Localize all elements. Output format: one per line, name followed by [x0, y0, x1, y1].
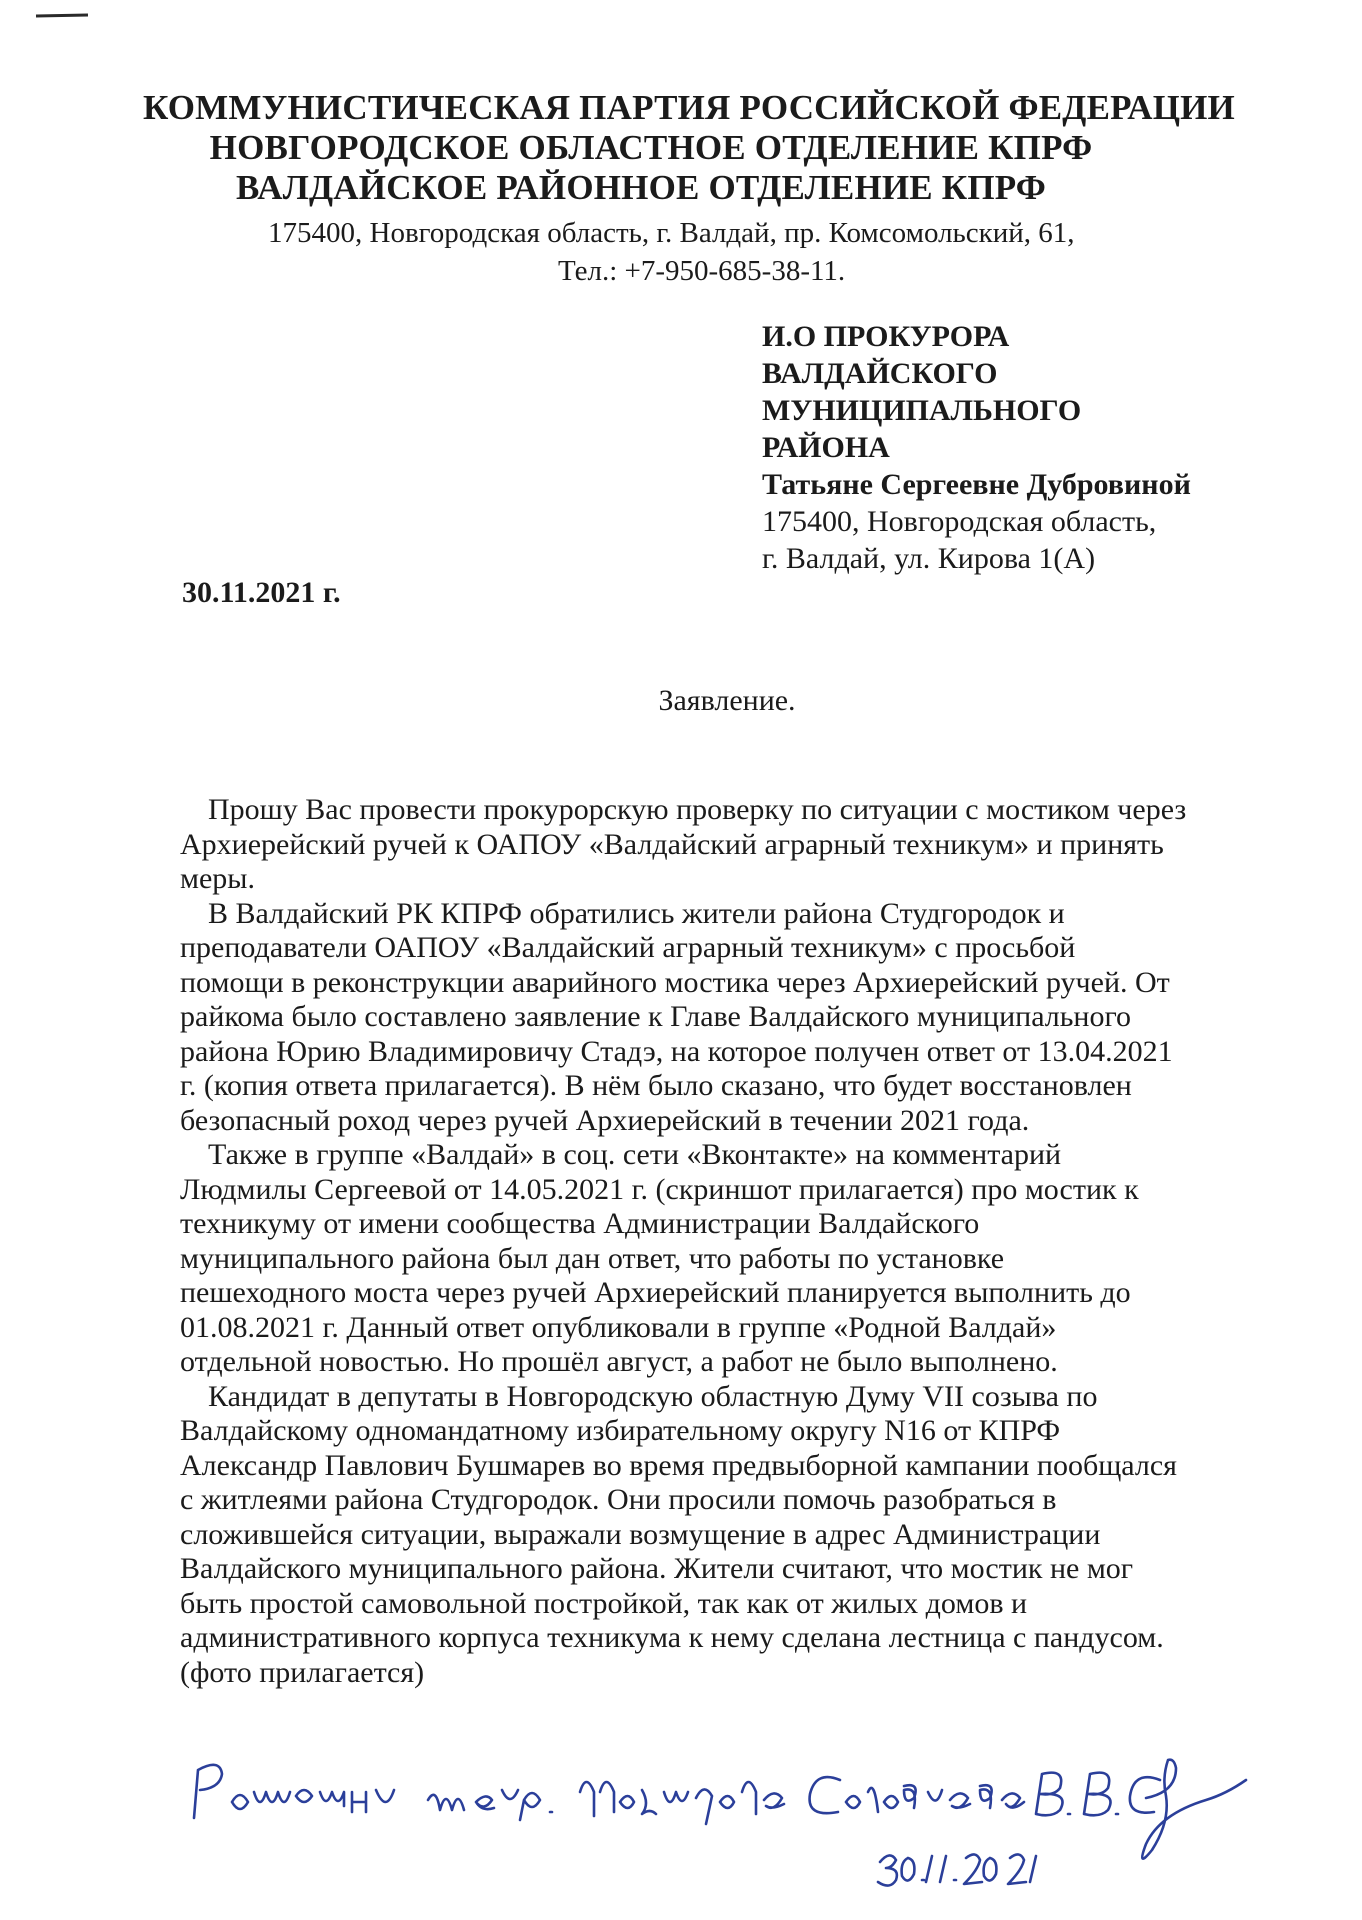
body-line: безопасный роход через ручей Архиерейский в течении 2021 года.: [180, 1103, 1030, 1137]
body-line: Кандидат в депутаты в Новгородскую областную Думу VII созыва по: [208, 1379, 1098, 1413]
body-line: (фото прилагается): [180, 1655, 425, 1689]
body-paragraph: [180, 1380, 1245, 1691]
handwritten-receipt-note: [180, 1740, 1260, 1910]
body-line: Также в группе «Валдай» в соц. сети «Вконтакте» на комментарий: [208, 1138, 1062, 1171]
body-line: Валдайскому одномандатному избирательному округу N16 от КПРФ: [180, 1414, 1061, 1447]
letterhead: [0, 88, 1362, 208]
body-line: помощи в реконструкции аварийного мостика через Архиерейский ручей. От: [180, 965, 1170, 999]
body-line: 01.08.2021 г. Данный ответ опубликовали в группе «Родной Валдай»: [180, 1310, 1057, 1344]
recipient-title-line: РАЙОНА: [762, 431, 890, 464]
body-line: района Юрию Владимировичу Стадэ, на которое получен ответ от 13.04.2021: [180, 1034, 1173, 1068]
body-line: Прошу Вас провести прокурорскую проверку по ситуации с мостиком через: [208, 793, 1187, 826]
handwriting-signature-image: [180, 1740, 1260, 1910]
body-paragraph: [180, 897, 1245, 1139]
body-line: Людмилы Сергеевой от 14.05.2021 г. (скриншот прилагается) про мостик к: [180, 1172, 1139, 1206]
body-line: пешеходного моста через ручей Архиерейский планируется выполнить до: [180, 1276, 1131, 1309]
org-phone: Тел.: +7-950-685-38-11.: [558, 255, 846, 287]
org-name-line-1: КОММУНИСТИЧЕСКАЯ ПАРТИЯ РОССИЙСКОЙ ФЕДЕРАЦИИ: [143, 88, 1235, 127]
recipient-address-line: г. Валдай, ул. Кирова 1(А): [762, 542, 1096, 575]
body-line: В Валдайский РК КПРФ обратились жители района Студгородок и: [208, 896, 1065, 930]
recipient-block: [762, 318, 1322, 577]
recipient-title-line: И.О ПРОКУРОРА: [762, 320, 1010, 353]
org-name-line-2: НОВГОРОДСКОЕ ОБЛАСТНОЕ ОТДЕЛЕНИЕ КПРФ: [209, 128, 1093, 167]
org-name-line-3: ВАЛДАЙСКОЕ РАЙОННОЕ ОТДЕЛЕНИЕ КПРФ: [235, 168, 1047, 207]
body-line: быть простой самовольной постройкой, так как от жилых домов и: [180, 1586, 1028, 1620]
document-body: [180, 793, 1245, 1690]
body-line: меры.: [180, 862, 255, 895]
body-line: Архиерейский ручей к ОАПОУ «Валдайский аграрный техникум» и принять: [180, 827, 1164, 861]
body-line: техникуму от имени сообщества Администрации Валдайского: [180, 1207, 980, 1240]
body-line: Александр Павлович Бушмарев во время предвыборной кампании пообщался: [180, 1448, 1177, 1482]
body-line: Валдайского муниципального района. Жители считают, что мостик не мог: [180, 1552, 1134, 1585]
recipient-title-line: ВАЛДАЙСКОГО: [762, 357, 998, 390]
body-line: г. (копия ответа прилагается). В нём было сказано, что будет восстановлен: [180, 1069, 1132, 1102]
org-address: 175400, Новгородская область, г. Валдай, пр. Комсомольский, 61,: [268, 217, 1075, 249]
body-line: административного корпуса техникума к нему сделана лестница с пандусом.: [180, 1621, 1164, 1654]
document-date: 30.11.2021 г.: [182, 576, 341, 609]
document-title: Заявление.: [658, 684, 796, 717]
scan-edge-mark: [36, 14, 88, 18]
recipient-title-line: МУНИЦИПАЛЬНОГО: [762, 394, 1082, 427]
body-line: райкома было составлено заявление к Главе Валдайского муниципального: [180, 1000, 1132, 1033]
recipient-name: Татьяне Сергеевне Дубровиной: [762, 468, 1191, 501]
body-line: сложившейся ситуации, выражали возмущение в адрес Администрации: [180, 1517, 1101, 1551]
body-line: с житлеями района Студгородок. Они просили помочь разобраться в: [180, 1483, 1057, 1516]
body-paragraph: [180, 1138, 1245, 1380]
body-line: преподаватели ОАПОУ «Валдайский аграрный техникум» с просьбой: [180, 931, 1076, 964]
body-paragraph: [180, 793, 1245, 897]
body-line: муниципального района был дан ответ, что работы по установке: [180, 1241, 1005, 1275]
recipient-address-line: 175400, Новгородская область,: [762, 505, 1157, 538]
body-line: отдельной новостью. Но прошёл август, а работ не было выполнено.: [180, 1345, 1058, 1378]
